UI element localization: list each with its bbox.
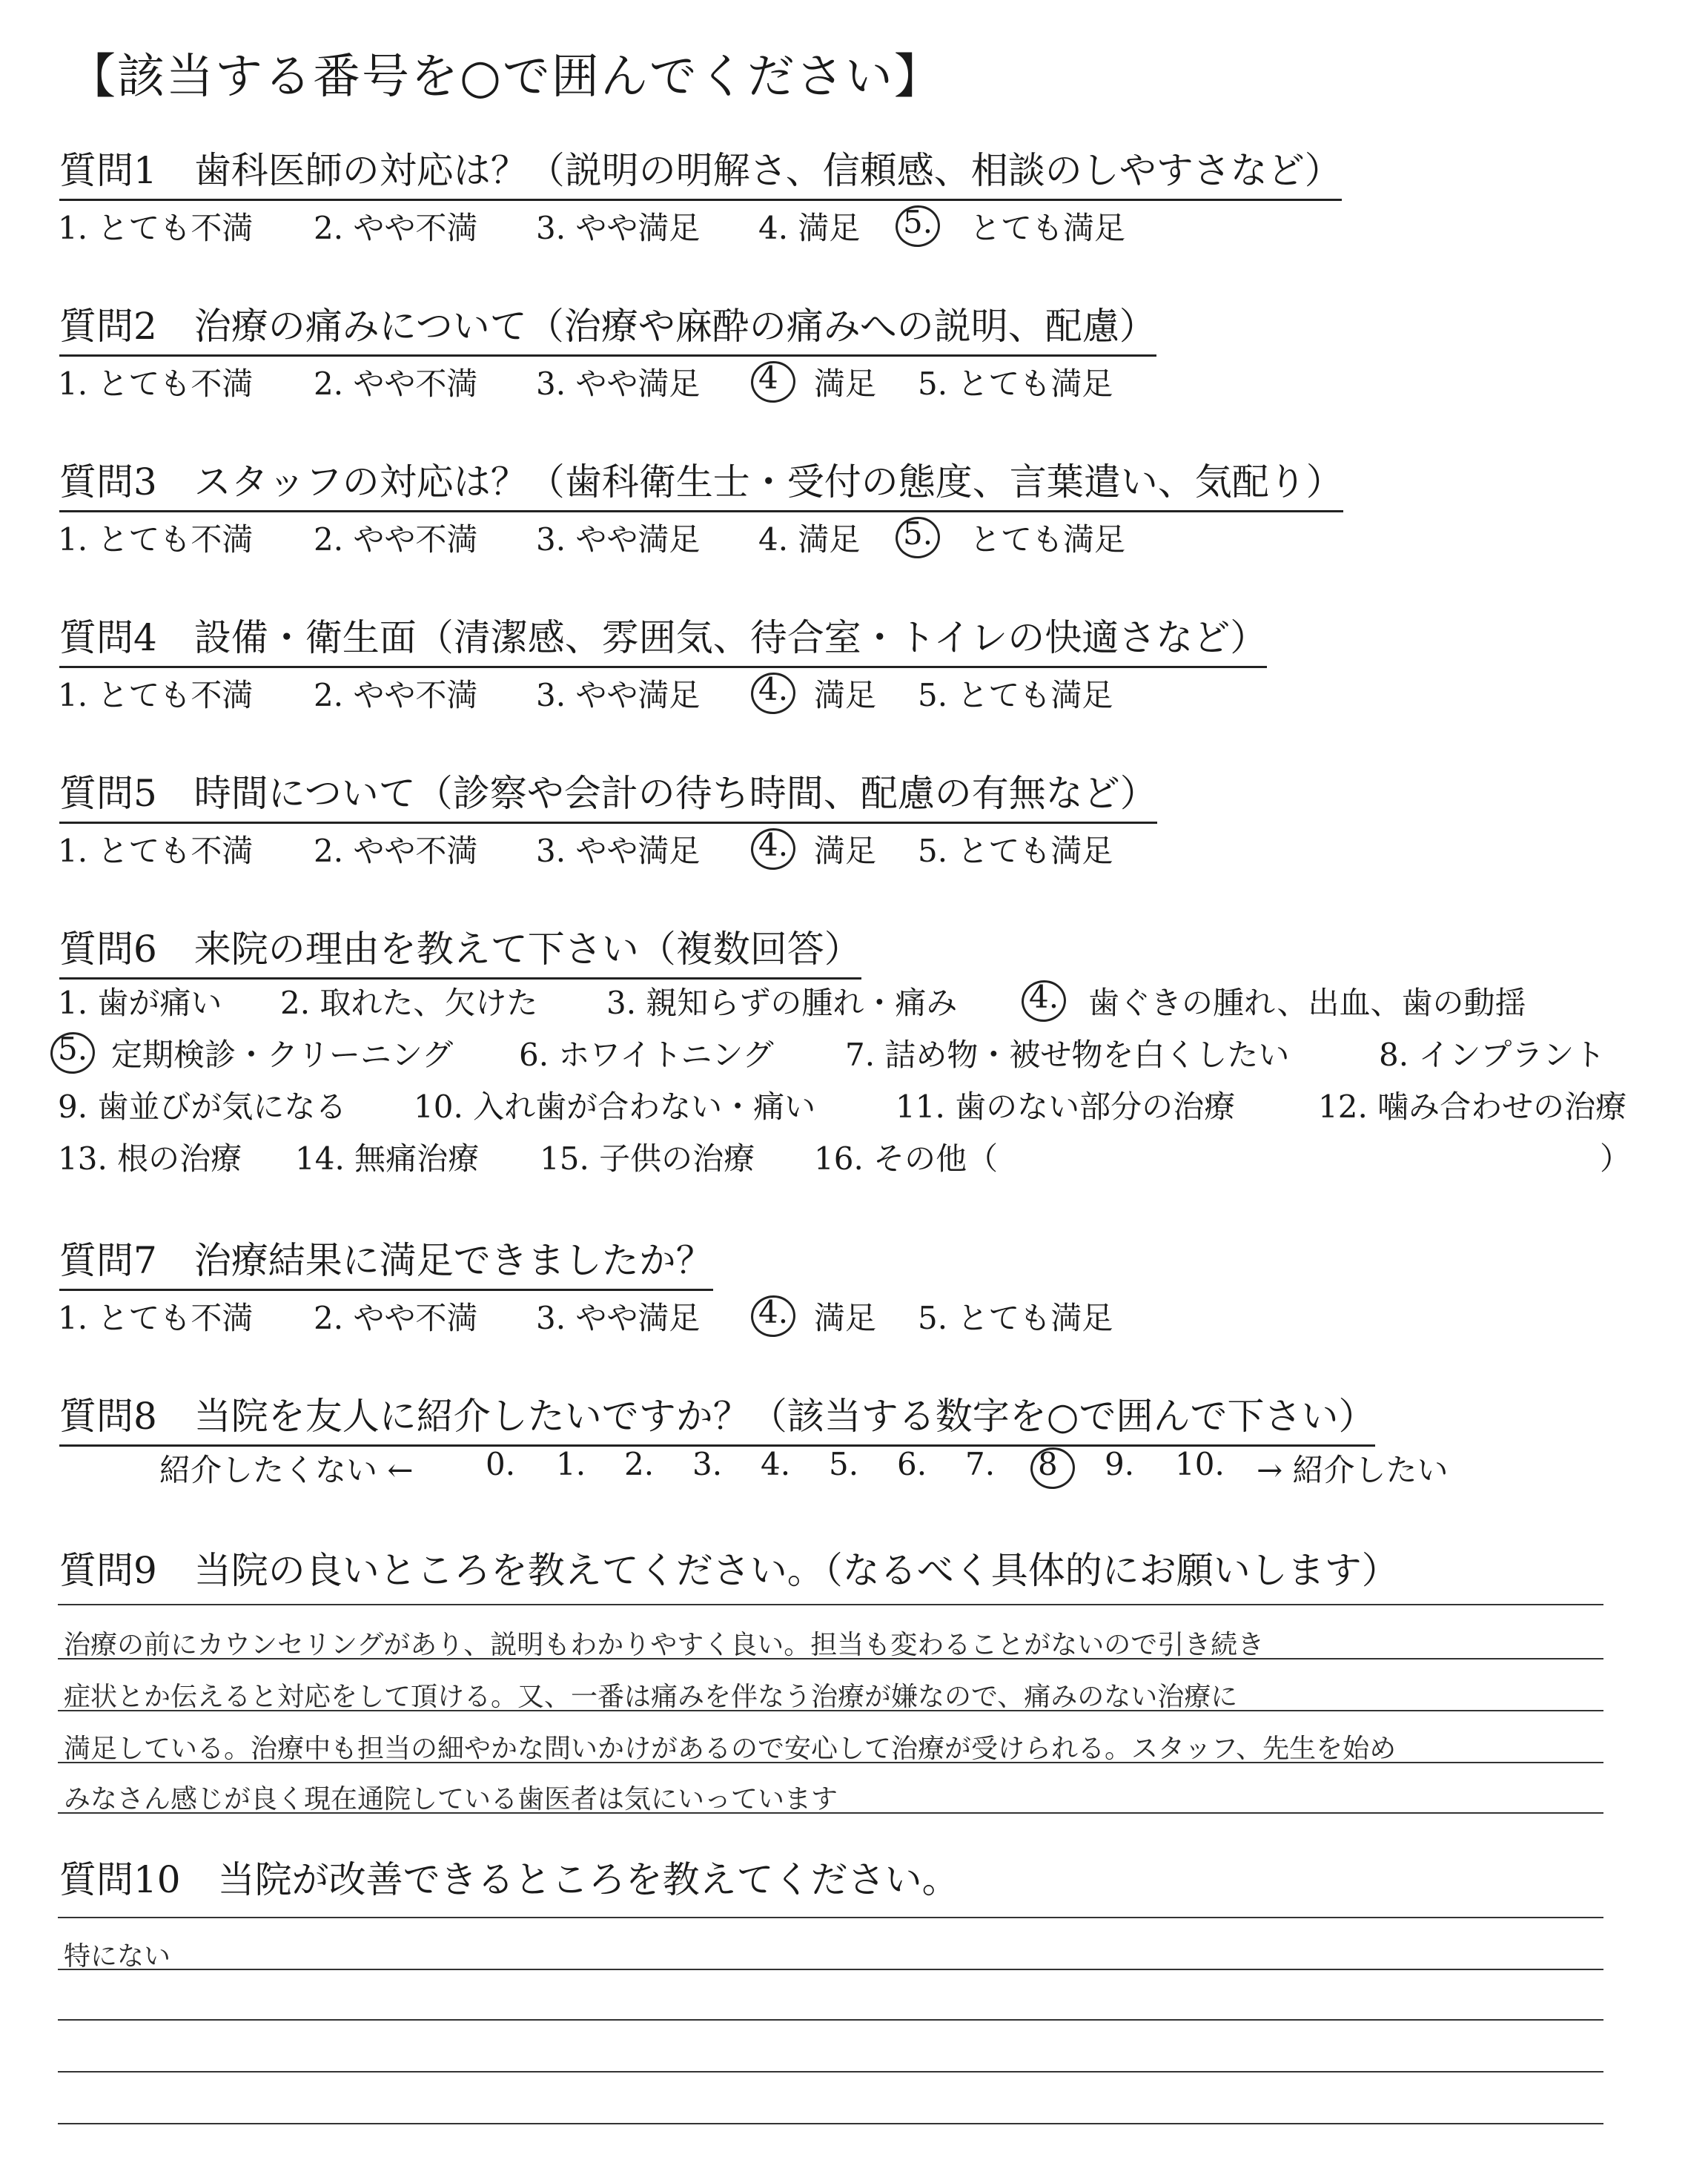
- scale-2[interactable]: 2.: [624, 1446, 655, 1482]
- circled-number: 5.: [903, 204, 933, 240]
- option-5[interactable]: 5. とても満足: [918, 833, 1113, 869]
- option-5[interactable]: 5. とても満足: [918, 1300, 1113, 1336]
- circled-number: 4: [758, 360, 778, 396]
- question-6-title: 質問6 来院の理由を教えて下さい（複数回答）: [59, 919, 861, 980]
- scale-9[interactable]: 9.: [1105, 1446, 1135, 1482]
- option-3[interactable]: 3. やや満足: [536, 521, 701, 558]
- answer-rule: [58, 1658, 1603, 1659]
- reason-7[interactable]: 7. 詰め物・被せ物を白くしたい: [845, 1037, 1290, 1073]
- page-title: 【該当する番号を○で囲んでください】: [68, 50, 943, 105]
- option-3[interactable]: 3. やや満足: [536, 677, 701, 713]
- reason-1[interactable]: 1. 歯が痛い: [58, 985, 222, 1021]
- reason-12[interactable]: 12. 噛み合わせの治療: [1318, 1089, 1627, 1125]
- reason-13[interactable]: 13. 根の治療: [58, 1140, 242, 1177]
- circled-number: 4.: [758, 1294, 789, 1330]
- reason-5-label[interactable]: 定期検診・クリーニング: [111, 1037, 454, 1073]
- option-1[interactable]: 1. とても不満: [58, 521, 254, 558]
- reason-6[interactable]: 6. ホワイトニング: [519, 1037, 774, 1073]
- circled-number: 5.: [58, 1031, 88, 1067]
- option-1[interactable]: 1. とても不満: [58, 677, 254, 713]
- option-5-label[interactable]: とても満足: [970, 521, 1126, 558]
- scale-3[interactable]: 3.: [692, 1446, 723, 1482]
- reason-15[interactable]: 15. 子供の治療: [540, 1140, 755, 1177]
- option-4-label[interactable]: 満足: [814, 1300, 877, 1336]
- reason-11[interactable]: 11. 歯のない部分の治療: [896, 1089, 1236, 1125]
- reason-5-selected[interactable]: [58, 1031, 87, 1067]
- option-2[interactable]: 2. やや不満: [314, 366, 478, 402]
- answer-rule: [58, 2019, 1603, 2021]
- option-1[interactable]: 1. とても不満: [58, 366, 254, 402]
- option-4[interactable]: 4. 満足: [758, 210, 861, 246]
- scale-1[interactable]: 1.: [556, 1446, 586, 1482]
- question-2-title: 質問2 治療の痛みについて（治療や麻酔の痛みへの説明、配慮）: [59, 297, 1156, 357]
- reason-2[interactable]: 2. 取れた、欠けた: [280, 985, 538, 1021]
- question-8-title: 質問8 当院を友人に紹介したいですか？（該当する数字を○で囲んで下さい）: [59, 1387, 1375, 1447]
- question-5-title: 質問5 時間について（診察や会計の待ち時間、配慮の有無など）: [59, 764, 1157, 824]
- scale-6[interactable]: 6.: [897, 1446, 927, 1482]
- answer-rule: [58, 1762, 1603, 1763]
- scale-right-label: → 紹介したい: [1257, 1452, 1449, 1488]
- option-3[interactable]: 3. やや満足: [536, 366, 701, 402]
- scale-4[interactable]: 4.: [761, 1446, 791, 1482]
- question-1-title: 質問1 歯科医師の対応は？（説明の明解さ、信頼感、相談のしやすさなど）: [59, 141, 1342, 201]
- circled-number: 4.: [758, 827, 789, 863]
- option-4-selected[interactable]: [758, 827, 788, 863]
- answer-9-line-1[interactable]: 治療の前にカウンセリングがあり、説明もわかりやすく良い。担当も変わることがないので引き続き: [64, 1630, 1265, 1660]
- scale-8-selected[interactable]: [1038, 1446, 1058, 1482]
- option-5-selected[interactable]: [903, 204, 933, 240]
- reason-3[interactable]: 3. 親知らずの腫れ・痛み: [606, 985, 958, 1021]
- scale-7[interactable]: 7.: [965, 1446, 996, 1482]
- circled-number: 4.: [758, 671, 789, 707]
- question-10-title: 質問10 当院が改善できるところを教えてください。: [59, 1858, 959, 1901]
- scale-5[interactable]: 5.: [829, 1446, 859, 1482]
- question-9-title: 質問9 当院の良いところを教えてください。（なるべく具体的にお願いします）: [59, 1549, 1399, 1592]
- circled-number: 4.: [1029, 979, 1059, 1015]
- answer-9-line-3[interactable]: 満足している。治療中も担当の細やかな問いかけがあるので安心して治療が受けられる。スタッフ、先生を始め: [64, 1734, 1397, 1764]
- answer-rule: [58, 2123, 1603, 2124]
- option-5-selected[interactable]: [903, 515, 933, 552]
- scale-10[interactable]: 10.: [1175, 1446, 1225, 1482]
- answer-9-line-4[interactable]: みなさん感じが良く現在通院している歯医者は気にいっています: [64, 1784, 838, 1814]
- answer-rule: [58, 1812, 1603, 1814]
- answer-10-line-1[interactable]: 特にない: [64, 1941, 171, 1972]
- option-4-label[interactable]: 満足: [814, 677, 877, 713]
- option-4-selected[interactable]: [758, 360, 778, 396]
- option-2[interactable]: 2. やや不満: [314, 521, 478, 558]
- answer-rule: [58, 1604, 1603, 1605]
- circled-number: 5.: [903, 515, 933, 552]
- answer-rule: [58, 1710, 1603, 1711]
- option-2[interactable]: 2. やや不満: [314, 833, 478, 869]
- option-5[interactable]: 5. とても満足: [918, 366, 1113, 402]
- scale-left-label: 紹介したくない ←: [159, 1452, 414, 1488]
- option-1[interactable]: 1. とても不満: [58, 1300, 254, 1336]
- option-4-label[interactable]: 満足: [814, 366, 877, 402]
- option-5-label[interactable]: とても満足: [970, 210, 1126, 246]
- answer-rule: [58, 1917, 1603, 1918]
- question-7-title: 質問7 治療結果に満足できましたか？: [59, 1231, 713, 1291]
- reason-8[interactable]: 8. インプラント: [1379, 1037, 1606, 1073]
- reason-16[interactable]: 16. その他（: [814, 1140, 999, 1177]
- reason-4-label[interactable]: 歯ぐきの腫れ、出血、歯の動揺: [1088, 985, 1526, 1021]
- reason-4-selected[interactable]: [1029, 979, 1059, 1015]
- option-2[interactable]: 2. やや不満: [314, 210, 478, 246]
- answer-9-line-2[interactable]: 症状とか伝えると対応をして頂ける。又、一番は痛みを伴なう治療が嫌なので、痛みのない治療に: [64, 1682, 1238, 1712]
- answer-rule: [58, 1969, 1603, 1970]
- option-3[interactable]: 3. やや満足: [536, 210, 701, 246]
- question-4-title: 質問4 設備・衛生面（清潔感、雰囲気、待合室・トイレの快適さなど）: [59, 608, 1267, 668]
- reason-10[interactable]: 10. 入れ歯が合わない・痛い: [414, 1089, 816, 1125]
- circled-number: 8: [1038, 1446, 1058, 1482]
- scale-0[interactable]: 0.: [486, 1446, 516, 1482]
- reason-14[interactable]: 14. 無痛治療: [295, 1140, 480, 1177]
- option-3[interactable]: 3. やや満足: [536, 833, 701, 869]
- option-4-selected[interactable]: [758, 671, 788, 707]
- option-1[interactable]: 1. とても不満: [58, 210, 254, 246]
- question-3-title: 質問3 スタッフの対応は？（歯科衛生士・受付の態度、言葉遣い、気配り）: [59, 452, 1343, 512]
- answer-rule: [58, 2071, 1603, 2073]
- option-2[interactable]: 2. やや不満: [314, 677, 478, 713]
- option-5[interactable]: 5. とても満足: [918, 677, 1113, 713]
- option-4-selected[interactable]: [758, 1294, 788, 1330]
- option-1[interactable]: 1. とても不満: [58, 833, 254, 869]
- option-4[interactable]: 4. 満足: [758, 521, 861, 558]
- reason-9[interactable]: 9. 歯並びが気になる: [58, 1089, 347, 1125]
- option-2[interactable]: 2. やや不満: [314, 1300, 478, 1336]
- option-4-label[interactable]: 満足: [814, 833, 877, 869]
- option-3[interactable]: 3. やや満足: [536, 1300, 701, 1336]
- reason-16-close-paren: ）: [1600, 1140, 1632, 1177]
